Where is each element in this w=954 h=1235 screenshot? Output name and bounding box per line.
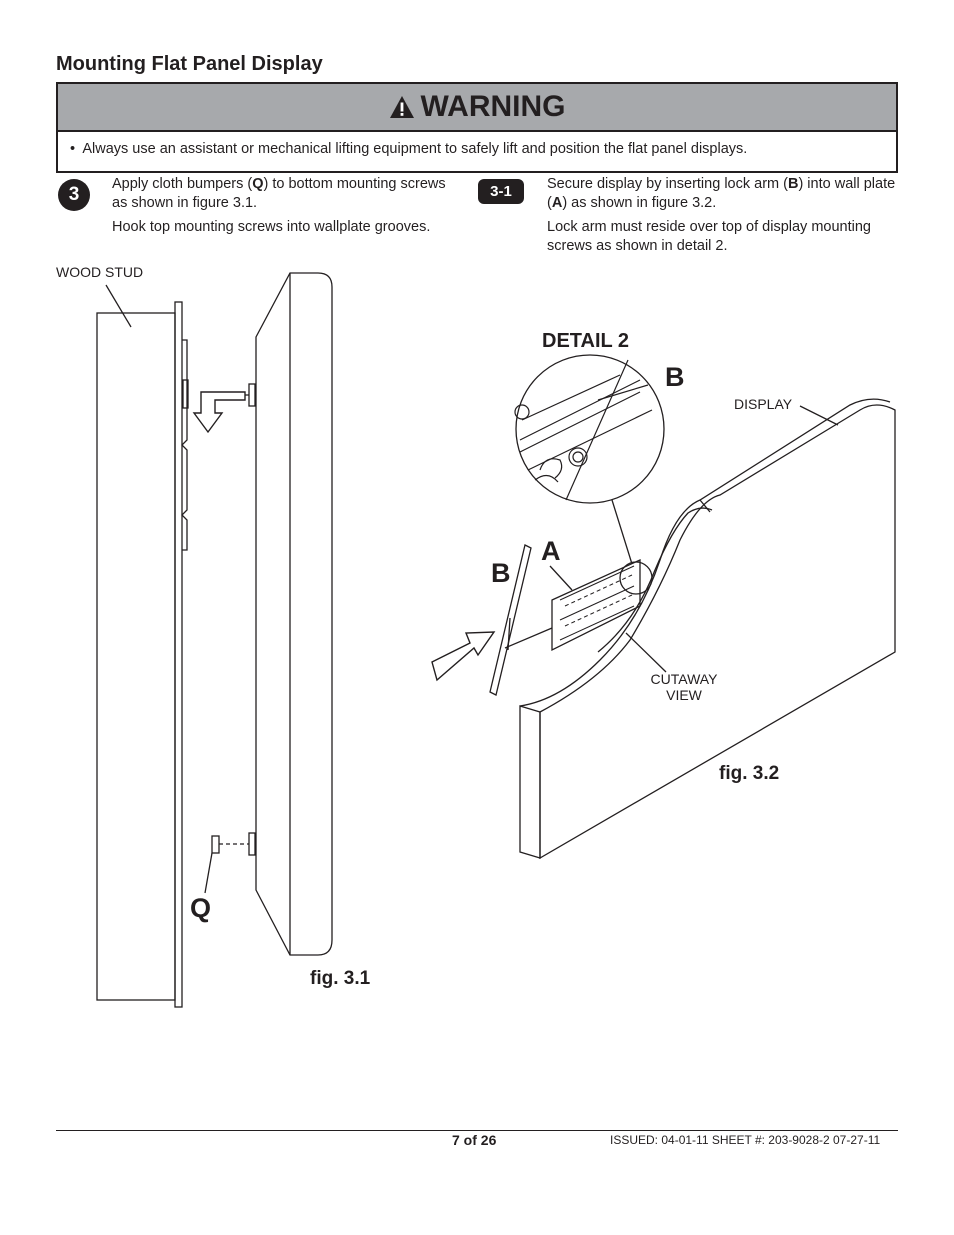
warning-title: WARNING [420,90,566,123]
a-callout: A [541,536,561,566]
display-label: DISPLAY [734,396,793,412]
page-number: 7 of 26 [452,1132,497,1148]
step-3-line2: Hook top mounting screws into wallplate grooves. [112,219,431,235]
step-3-1-instructions: Secure display by inserting lock arm (B) into wall plate (A) as shown in figure 3.2. Lock arm must reside over top of display mounting screws as shown in detail 2. [547,175,902,261]
step-3-instructions: Apply cloth bumpers (Q) to bottom mounting screws as shown in figure 3.1. Hook top mounting screws into wallplate grooves. [112,175,462,242]
issued-info: ISSUED: 04-01-11 SHEET #: 203-9028-2 07-27-11 [610,1133,881,1147]
cutaway-view-label: CUTAWAY VIEW [650,671,718,703]
detail-2-label: DETAIL 2 [542,330,630,352]
section-title: Mounting Flat Panel Display [56,53,323,75]
step-3-badge: 3 [58,179,90,211]
warning-bullet: • [70,141,76,157]
warning-message: Always use an assistant or mechanical lifting equipment to safely lift and position the flat panel displays. [82,141,748,157]
q-callout: Q [190,893,212,923]
fig-3-2-caption: fig. 3.2 [719,763,780,784]
step-3-1-badge: 3-1 [478,179,524,204]
wood-stud-label: WOOD STUD [56,264,144,280]
fig-3-1-caption: fig. 3.1 [310,968,371,989]
b-callout: B [491,558,511,588]
step-3-1-line2: Lock arm must reside over top of display mounting screws as shown in detail 2. [547,219,871,254]
footer-divider [56,1130,898,1131]
detail-b-callout: B [665,362,685,392]
